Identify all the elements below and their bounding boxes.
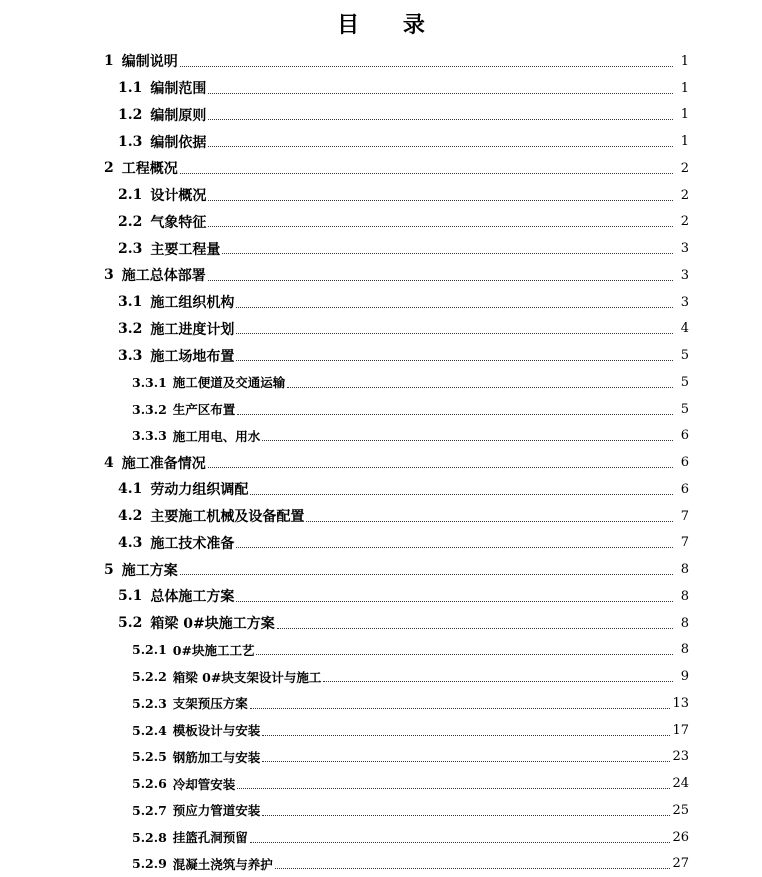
toc-entry-title: 混凝土浇筑与养护 <box>173 855 273 873</box>
toc-entry-title: 施工总体部署 <box>122 265 206 285</box>
toc-entry[interactable] <box>0 369 762 396</box>
toc-dot-leader <box>250 708 671 709</box>
toc-entry-title: 施工准备情况 <box>122 453 206 473</box>
toc-entry-number: 3.3 <box>118 348 142 364</box>
toc-dot-leader <box>306 521 673 522</box>
toc-entry-number: 4 <box>104 455 114 471</box>
toc-entry[interactable] <box>0 556 762 583</box>
toc-entry[interactable] <box>0 182 762 209</box>
toc-entry-number: 5.2 <box>118 615 142 631</box>
toc-entry-number: 5.2.3 <box>132 696 167 711</box>
toc-entry[interactable] <box>0 851 762 877</box>
toc-entry-number: 2.1 <box>118 187 142 203</box>
toc-entry[interactable] <box>0 503 762 530</box>
toc-entry-title: 施工场地布置 <box>150 346 234 366</box>
toc-page-number: 27 <box>672 856 689 871</box>
toc-entry-title: 0#块施工工艺 <box>173 641 255 659</box>
toc-entry-title: 施工技术准备 <box>150 533 234 553</box>
toc-entry-number: 5.1 <box>118 588 142 604</box>
toc-entry-number: 3.2 <box>118 321 142 337</box>
toc-entry-title: 预应力管道安装 <box>173 801 261 819</box>
toc-entry-number: 5.2.8 <box>132 830 167 845</box>
toc-entry-title: 施工进度计划 <box>150 319 234 339</box>
toc-entry-title: 模板设计与安装 <box>173 721 261 739</box>
toc-entry[interactable] <box>0 48 762 75</box>
toc-entry[interactable] <box>0 75 762 102</box>
toc-entry-title: 钢筋加工与安装 <box>173 748 261 766</box>
toc-entry-title: 编制原则 <box>150 105 206 125</box>
toc-dot-leader <box>262 815 670 816</box>
toc-entry-number: 5 <box>104 562 114 578</box>
toc-dot-leader <box>236 547 673 548</box>
toc-page-number: 8 <box>675 616 689 631</box>
toc-dot-leader <box>208 146 673 147</box>
toc-page-number: 1 <box>675 134 689 149</box>
toc-entry-title: 施工用电、用水 <box>173 427 261 445</box>
toc-dot-leader <box>236 360 673 361</box>
toc-entry-number: 4.1 <box>118 481 142 497</box>
toc-entry-number: 3.3.2 <box>132 402 167 417</box>
page-title: 目 录 <box>0 8 762 39</box>
toc-entry-title: 主要工程量 <box>150 239 220 259</box>
toc-entry-number: 5.2.4 <box>132 723 167 738</box>
toc-entry[interactable] <box>0 235 762 262</box>
toc-entry[interactable] <box>0 155 762 182</box>
toc-page-number: 25 <box>672 803 689 818</box>
toc-entry-number: 3.3.1 <box>132 375 167 390</box>
toc-entry[interactable] <box>0 449 762 476</box>
toc-page-number: 8 <box>675 642 689 657</box>
toc-entry-title: 挂篮孔洞预留 <box>173 828 248 846</box>
toc-entry[interactable] <box>0 637 762 664</box>
toc-entry[interactable] <box>0 583 762 610</box>
toc-page-number: 4 <box>675 321 689 336</box>
toc-entry[interactable] <box>0 342 762 369</box>
toc-entry-number: 5.2.6 <box>132 776 167 791</box>
toc-page-number: 23 <box>672 749 689 764</box>
toc-page-number: 7 <box>675 509 689 524</box>
toc-dot-leader <box>236 601 673 602</box>
toc-dot-leader <box>275 868 671 869</box>
toc-entry[interactable] <box>0 476 762 503</box>
toc-dot-leader <box>208 467 673 468</box>
toc-page-number: 6 <box>675 428 689 443</box>
toc-entry-title: 编制依据 <box>150 132 206 152</box>
toc-entry-number: 1.2 <box>118 107 142 123</box>
toc-page-number: 6 <box>675 455 689 470</box>
toc-page-number: 3 <box>675 295 689 310</box>
toc-page-number: 5 <box>675 375 689 390</box>
toc-dot-leader <box>262 761 670 762</box>
toc-entry-number: 2 <box>104 160 114 176</box>
toc-entry[interactable] <box>0 717 762 744</box>
toc-entry-title: 冷却管安装 <box>173 775 236 793</box>
toc-entry-number: 1.1 <box>118 80 142 96</box>
toc-dot-leader <box>208 119 673 120</box>
toc-entry[interactable] <box>0 262 762 289</box>
toc-dot-leader <box>222 253 673 254</box>
toc-entry[interactable] <box>0 396 762 423</box>
toc-entry-title: 设计概况 <box>150 185 206 205</box>
toc-entry-number: 2.2 <box>118 214 142 230</box>
toc-dot-leader <box>250 494 673 495</box>
toc-entry-number: 5.2.5 <box>132 749 167 764</box>
toc-page-number: 6 <box>675 482 689 497</box>
toc-entry[interactable] <box>0 128 762 155</box>
toc-entry-title: 总体施工方案 <box>150 586 234 606</box>
toc-entry-title: 施工方案 <box>122 560 178 580</box>
toc-page-number: 3 <box>675 241 689 256</box>
toc-page-number: 1 <box>675 81 689 96</box>
toc-page-number: 8 <box>675 562 689 577</box>
toc-entry[interactable] <box>0 690 762 717</box>
toc-dot-leader <box>180 66 673 67</box>
toc-entry-number: 4.3 <box>118 535 142 551</box>
toc-dot-leader <box>208 200 673 201</box>
toc-page-number: 13 <box>672 696 689 711</box>
toc-entry-number: 5.2.1 <box>132 642 167 657</box>
toc-dot-leader <box>262 735 670 736</box>
toc-page-number: 3 <box>675 268 689 283</box>
table-of-contents <box>0 48 762 877</box>
toc-page-number: 5 <box>675 348 689 363</box>
toc-entry[interactable] <box>0 770 762 797</box>
toc-page-number: 7 <box>675 535 689 550</box>
toc-page-number: 24 <box>672 776 689 791</box>
toc-dot-leader <box>287 387 673 388</box>
toc-page-number: 9 <box>675 669 689 684</box>
toc-entry-title: 施工便道及交通运输 <box>173 373 286 391</box>
toc-dot-leader <box>323 681 673 682</box>
toc-entry[interactable] <box>0 663 762 690</box>
toc-entry-title: 工程概况 <box>122 158 178 178</box>
toc-entry[interactable] <box>0 209 762 236</box>
toc-entry[interactable] <box>0 824 762 851</box>
toc-dot-leader <box>237 414 673 415</box>
toc-dot-leader <box>180 173 673 174</box>
toc-entry-title: 编制范围 <box>150 78 206 98</box>
toc-dot-leader <box>256 654 673 655</box>
toc-page-number: 8 <box>675 589 689 604</box>
toc-entry[interactable] <box>0 102 762 129</box>
toc-dot-leader <box>250 842 671 843</box>
toc-dot-leader <box>208 280 673 281</box>
toc-entry-title: 劳动力组织调配 <box>150 479 248 499</box>
toc-dot-leader <box>236 307 673 308</box>
toc-entry-number: 3.3.3 <box>132 428 167 443</box>
toc-entry[interactable] <box>0 316 762 343</box>
toc-entry[interactable] <box>0 797 762 824</box>
toc-entry-number: 1 <box>104 53 114 69</box>
toc-entry-number: 5.2.9 <box>132 856 167 871</box>
toc-entry-title: 主要施工机械及设备配置 <box>150 506 304 526</box>
toc-entry-number: 5.2.2 <box>132 669 167 684</box>
toc-entry[interactable] <box>0 530 762 557</box>
toc-dot-leader <box>180 574 673 575</box>
toc-dot-leader <box>277 628 673 629</box>
toc-page-number: 2 <box>675 161 689 176</box>
toc-entry-title: 生产区布置 <box>173 400 236 418</box>
toc-page-number: 5 <box>675 402 689 417</box>
toc-entry-number: 3 <box>104 267 114 283</box>
toc-entry[interactable] <box>0 744 762 771</box>
toc-entry-title: 箱梁 0#块施工方案 <box>150 613 274 633</box>
toc-dot-leader <box>237 788 670 789</box>
toc-page-number: 26 <box>672 830 689 845</box>
toc-page-number: 1 <box>675 54 689 69</box>
toc-entry[interactable] <box>0 423 762 450</box>
toc-page-number: 17 <box>672 723 689 738</box>
toc-dot-leader <box>262 440 673 441</box>
toc-entry-number: 4.2 <box>118 508 142 524</box>
toc-page-number: 1 <box>675 107 689 122</box>
toc-entry-title: 施工组织机构 <box>150 292 234 312</box>
toc-entry-number: 1.3 <box>118 134 142 150</box>
toc-page-number: 2 <box>675 214 689 229</box>
toc-entry-number: 2.3 <box>118 241 142 257</box>
toc-dot-leader <box>208 226 673 227</box>
toc-dot-leader <box>208 93 673 94</box>
toc-entry-number: 5.2.7 <box>132 803 167 818</box>
toc-dot-leader <box>236 333 673 334</box>
toc-page-number: 2 <box>675 188 689 203</box>
toc-entry-title: 气象特征 <box>150 212 206 232</box>
toc-entry-title: 支架预压方案 <box>173 694 248 712</box>
toc-entry[interactable] <box>0 610 762 637</box>
toc-entry-title: 编制说明 <box>122 51 178 71</box>
toc-entry-number: 3.1 <box>118 294 142 310</box>
toc-entry-title: 箱梁 0#块支架设计与施工 <box>173 668 322 686</box>
toc-entry[interactable] <box>0 289 762 316</box>
